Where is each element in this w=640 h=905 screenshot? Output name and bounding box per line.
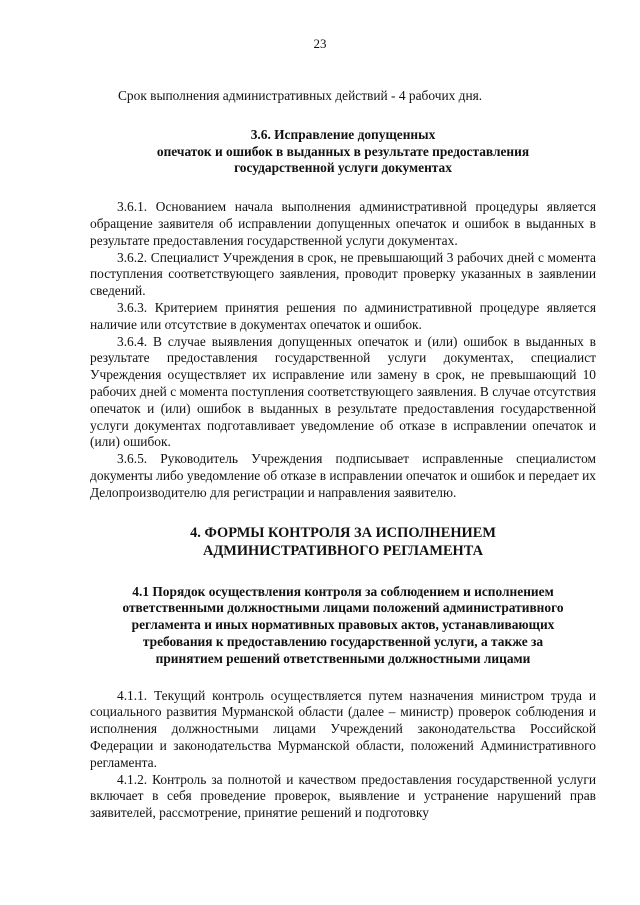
paragraph-4-1-2: 4.1.2. Контроль за полнотой и качеством предоставления государственной услуги включает в себя проведение проверок, выявление и устранение нарушений прав заявителей, рассмотрение, принятие решений и подготовку: [90, 771, 596, 821]
page-number: 23: [313, 36, 327, 51]
section-4-1-heading: [90, 584, 596, 668]
paragraph-3-6-1: 3.6.1. Основанием начала выполнения административной процедуры является обращение заявителя об исправлении допущенных опечаток и ошибок в выданных в результате предоставления государственной услуги документах.: [90, 199, 596, 248]
heading-line: 3.6. Исправление допущенных: [250, 126, 436, 142]
paragraph-4-1-1: 4.1.1. Текущий контроль осуществляется путем назначения министром труда и социального развития Мурманской области (далее – министр) проверок соблюдения и исполнения должностными лицами Учреждений законодательства Российской Федерации и законодательства Мурманской области, положений Административного регламента.: [90, 687, 596, 770]
heading-line: принятием решений ответственными должностными лицами: [155, 650, 531, 666]
heading-line: АДМИНИСТРАТИВНОГО РЕГЛАМЕНТА: [202, 542, 484, 559]
paragraph-3-6-4: 3.6.4. В случае выявления допущенных опечаток и (или) ошибок в выданных в результате предоставления государственной услуги документах, специалист Учреждения осуществляет их исправление или замену в срок, не превышающий 10 рабочих дней с момента поступления соответствующего заявления. В случае отсутствия опечаток и (или) ошибок в выданных в результате предоставления государственной услуги документах подготавливает уведомление об отказе в исправлении опечаток и (или) ошибок.: [90, 333, 596, 450]
paragraph-3-6-5: 3.6.5. Руководитель Учреждения подписывает исправленные специалистом документы либо уведомление об отказе в исправлении опечаток и ошибок и передает их Делопроизводителю для регистрации и направления заявителю.: [90, 451, 596, 500]
heading-line: 4. ФОРМЫ КОНТРОЛЯ ЗА ИСПОЛНЕНИЕМ: [190, 524, 496, 541]
section-3-6-body: [90, 199, 596, 501]
heading-line: ответственными должностными лицами положений административного: [122, 600, 564, 616]
heading-line: опечаток и ошибок в выданных в результате предоставления: [156, 143, 530, 159]
paragraph-3-6-3: 3.6.3. Критерием принятия решения по административной процедуре является наличие или отсутствие в документах опечаток и ошибок.: [90, 299, 596, 332]
paragraph-3-6-2: 3.6.2. Специалист Учреждения в срок, не превышающий 3 рабочих дней с момента поступления соответствующего заявления, проводит проверку указанных в заявлении сведений.: [90, 249, 596, 299]
section-3-6-heading: [90, 127, 596, 177]
heading-line: 4.1 Порядок осуществления контроля за соблюдением и исполнением: [132, 583, 554, 599]
heading-line: требования к предоставлению государственной услуги, а также за: [142, 633, 544, 649]
lead-paragraph: Срок выполнения административных действий - 4 рабочих дня.: [118, 88, 483, 103]
heading-line: регламента и иных нормативных правовых актов, устанавливающих: [131, 617, 555, 633]
section-4-heading: [90, 524, 596, 560]
document-body: [90, 88, 596, 822]
heading-line: государственной услуги документах: [234, 160, 452, 176]
